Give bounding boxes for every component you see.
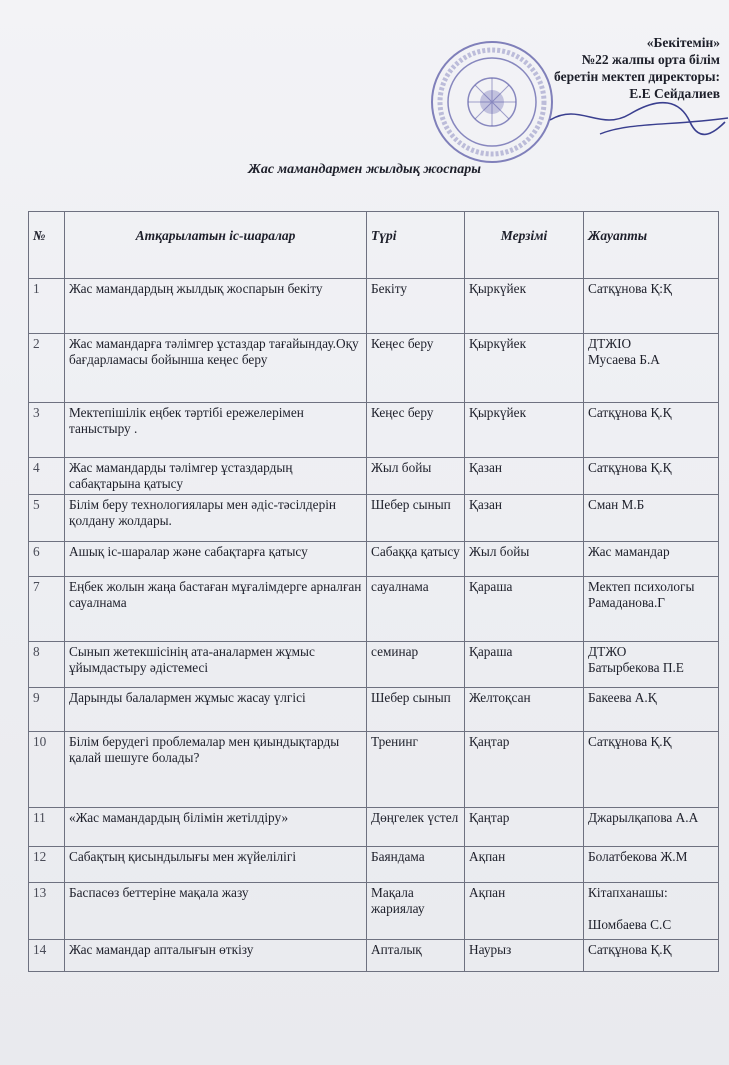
row-responsible: ДТЖО Батырбекова П.Е bbox=[584, 642, 719, 688]
row-term: Жыл бойы bbox=[465, 542, 584, 577]
row-activity: Еңбек жолын жаңа бастаған мұғалімдерге арналған сауалнама bbox=[65, 577, 367, 642]
approval-line-2: №22 жалпы орта білім bbox=[581, 52, 720, 67]
row-number: 13 bbox=[29, 883, 65, 940]
row-number: 2 bbox=[29, 334, 65, 403]
document-title: Жас мамандармен жылдық жоспары bbox=[247, 162, 482, 177]
row-responsible: Сатқұнова Қ.Қ bbox=[584, 458, 719, 495]
row-activity: Сынып жетекшісінің ата-аналармен жұмыс ұйымдастыру әдістемесі bbox=[65, 642, 367, 688]
row-number: 4 bbox=[29, 458, 65, 495]
row-number: 7 bbox=[29, 577, 65, 642]
row-activity: Жас мамандардың жылдық жоспарын бекіту bbox=[65, 279, 367, 334]
table-row bbox=[29, 642, 719, 688]
row-activity: Білім берудегі проблемалар мен қиындықтарды қалай шешуге болады? bbox=[65, 732, 367, 808]
row-term: Қыркүйек bbox=[465, 334, 584, 403]
row-responsible: Джарылқапова А.А bbox=[584, 808, 719, 847]
row-activity: Сабақтың қисындылығы мен жүйелілігі bbox=[65, 847, 367, 883]
approval-line-3: беретін мектеп директоры: bbox=[554, 69, 720, 84]
row-type: Шебер сынып bbox=[367, 495, 465, 542]
row-activity: Жас мамандарды тәлімгер ұстаздардың сабақтарына қатысу bbox=[65, 458, 367, 495]
row-number: 3 bbox=[29, 403, 65, 458]
row-type: Жыл бойы bbox=[367, 458, 465, 495]
row-term: Ақпан bbox=[465, 847, 584, 883]
row-term: Наурыз bbox=[465, 940, 584, 972]
row-activity: Жас мамандар апталығын өткізу bbox=[65, 940, 367, 972]
row-number: 6 bbox=[29, 542, 65, 577]
approval-block bbox=[520, 34, 720, 102]
row-activity: Мектепішілік еңбек тәртібі ережелерімен таныстыру . bbox=[65, 403, 367, 458]
plan-table bbox=[28, 211, 719, 972]
row-activity: Дарынды балалармен жұмыс жасау үлгісі bbox=[65, 688, 367, 732]
row-term: Қыркүйек bbox=[465, 403, 584, 458]
col-header-type: Түрі bbox=[367, 212, 465, 279]
table-row bbox=[29, 808, 719, 847]
row-type: Баяндама bbox=[367, 847, 465, 883]
col-header-activity: Атқарылатын іс-шаралар bbox=[65, 212, 367, 279]
row-number: 8 bbox=[29, 642, 65, 688]
table-row bbox=[29, 847, 719, 883]
row-type: Апталық bbox=[367, 940, 465, 972]
row-type: Дөңгелек үстел bbox=[367, 808, 465, 847]
row-responsible: Сатқұнова Қ.Қ bbox=[584, 940, 719, 972]
row-term: Ақпан bbox=[465, 883, 584, 940]
row-term: Қыркүйек bbox=[465, 279, 584, 334]
row-number: 9 bbox=[29, 688, 65, 732]
col-header-number: № bbox=[29, 212, 65, 279]
row-activity: Баспасөз беттеріне мақала жазу bbox=[65, 883, 367, 940]
approval-line-4: Е.Е Сейдалиев bbox=[629, 86, 720, 101]
row-responsible: Жас мамандар bbox=[584, 542, 719, 577]
row-number: 5 bbox=[29, 495, 65, 542]
row-responsible: Бакеева А.Қ bbox=[584, 688, 719, 732]
row-activity: Білім беру технологиялары мен әдіс-тәсілдерін қолдану жолдары. bbox=[65, 495, 367, 542]
table-row bbox=[29, 403, 719, 458]
row-type: Кеңес беру bbox=[367, 403, 465, 458]
row-number: 12 bbox=[29, 847, 65, 883]
row-responsible: Сман М.Б bbox=[584, 495, 719, 542]
row-activity: Жас мамандарға тәлімгер ұстаздар тағайындау.Оқу бағдарламасы бойынша кеңес беру bbox=[65, 334, 367, 403]
table-row bbox=[29, 883, 719, 940]
table-row bbox=[29, 542, 719, 577]
col-header-responsible: Жауапты bbox=[584, 212, 719, 279]
row-responsible: Кітапханашы: Шомбаева С.С bbox=[584, 883, 719, 940]
row-term: Қараша bbox=[465, 577, 584, 642]
table-row bbox=[29, 577, 719, 642]
table-row bbox=[29, 940, 719, 972]
row-responsible: Мектеп психологы Рамаданова.Г bbox=[584, 577, 719, 642]
row-term: Желтоқсан bbox=[465, 688, 584, 732]
table-row bbox=[29, 334, 719, 403]
table-row bbox=[29, 458, 719, 495]
row-type: Шебер сынып bbox=[367, 688, 465, 732]
row-term: Қазан bbox=[465, 458, 584, 495]
col-header-term: Мерзімі bbox=[465, 212, 584, 279]
row-responsible: ДТЖІО Мусаева Б.А bbox=[584, 334, 719, 403]
row-responsible: Сатқұнова Қ.Қ bbox=[584, 403, 719, 458]
row-number: 11 bbox=[29, 808, 65, 847]
row-type: Сабаққа қатысу bbox=[367, 542, 465, 577]
row-responsible: Болатбекова Ж.М bbox=[584, 847, 719, 883]
row-number: 14 bbox=[29, 940, 65, 972]
row-type: Кеңес беру bbox=[367, 334, 465, 403]
row-type: сауалнама bbox=[367, 577, 465, 642]
row-type: семинар bbox=[367, 642, 465, 688]
row-term: Қазан bbox=[465, 495, 584, 542]
table-header-row bbox=[29, 212, 719, 279]
row-responsible: Сатқұнова Қ.Қ bbox=[584, 732, 719, 808]
row-term: Қаңтар bbox=[465, 732, 584, 808]
row-type: Тренинг bbox=[367, 732, 465, 808]
table-row bbox=[29, 732, 719, 808]
row-term: Қаңтар bbox=[465, 808, 584, 847]
row-responsible: Сатқұнова Қ:Қ bbox=[584, 279, 719, 334]
row-activity: Ашық іс-шаралар және сабақтарға қатысу bbox=[65, 542, 367, 577]
row-term: Қараша bbox=[465, 642, 584, 688]
approval-line-1: «Бекітемін» bbox=[646, 35, 720, 50]
table-row bbox=[29, 688, 719, 732]
table-row bbox=[29, 495, 719, 542]
row-number: 10 bbox=[29, 732, 65, 808]
table-row bbox=[29, 279, 719, 334]
row-type: Бекіту bbox=[367, 279, 465, 334]
row-number: 1 bbox=[29, 279, 65, 334]
row-activity: «Жас мамандардың білімін жетілдіру» bbox=[65, 808, 367, 847]
row-type: Мақала жариялау bbox=[367, 883, 465, 940]
